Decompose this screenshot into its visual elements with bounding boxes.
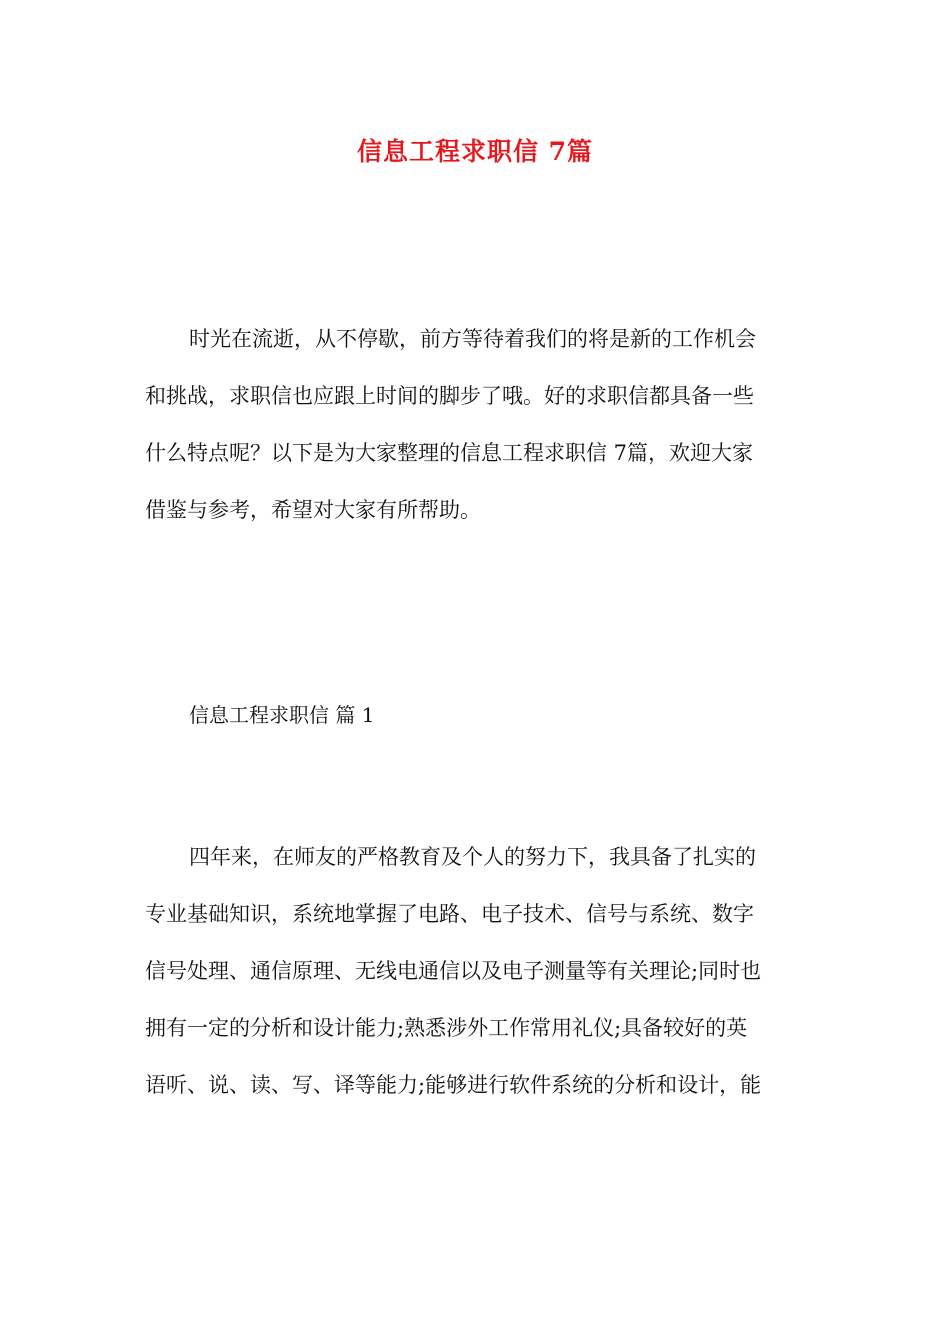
body-paragraph <box>145 829 807 1114</box>
intro-line: 时光在流逝，从不停歇，前方等待着我们的将是新的工作机会 <box>189 327 756 351</box>
section-heading: 信息工程求职信 篇 1 <box>189 703 375 727</box>
document-title: 信息工程求职信 7篇 <box>356 137 594 166</box>
body-line: 四年来，在师友的严格教育及个人的努力下，我具备了扎实的 <box>189 845 756 869</box>
body-line: 拥有一定的分析和设计能力;熟悉涉外工作常用礼仪;具备较好的英 <box>145 1016 748 1040</box>
body-line: 专业基础知识，系统地掌握了电路、电子技术、信号与系统、数字 <box>145 902 754 926</box>
intro-line: 什么特点呢？以下是为大家整理的信息工程求职信 7篇，欢迎大家 <box>145 441 754 465</box>
intro-paragraph <box>145 311 807 539</box>
body-line: 语听、说、读、写、译等能力;能够进行软件系统的分析和设计，能 <box>145 1073 762 1097</box>
body-line: 信号处理、通信原理、无线电通信以及电子测量等有关理论;同时也 <box>145 959 762 983</box>
intro-line: 和挑战，求职信也应跟上时间的脚步了哦。好的求职信都具备一些 <box>145 384 754 408</box>
intro-line: 借鉴与参考，希望对大家有所帮助。 <box>145 498 481 522</box>
